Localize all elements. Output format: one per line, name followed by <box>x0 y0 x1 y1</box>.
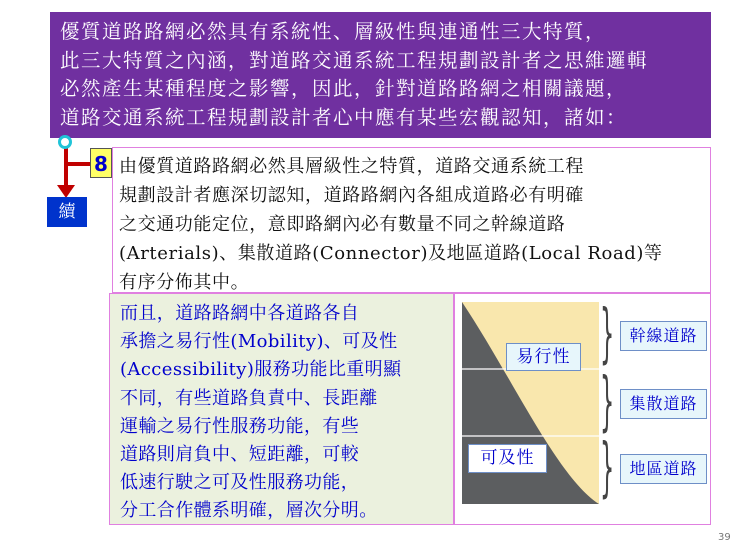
item-line: (Arterials)、集散道路(Connector)及地區道路(Local Road)等 <box>119 243 663 264</box>
item-line: 有序分佈其中。 <box>119 272 250 293</box>
item-8-text-box <box>112 147 711 293</box>
connector-vertical <box>64 147 68 187</box>
local-road-label: 地區道路 <box>620 454 707 484</box>
intro-line: 必然產生某種程度之影響，因此，針對道路路網之相關議題， <box>60 77 628 100</box>
arterial-road-label: 幹線道路 <box>620 321 707 351</box>
item-number-badge: 8 <box>90 148 112 178</box>
mobility-label: 易行性 <box>506 343 581 371</box>
explanation-line: (Accessibility)服務功能比重明顯 <box>120 359 402 381</box>
intro-line: 此三大特質之內涵，對道路交通系統工程規劃設計者之思維邏輯 <box>60 48 649 72</box>
connector-horizontal <box>64 162 90 166</box>
mobility-accessibility-diagram <box>462 302 599 504</box>
intro-banner <box>50 12 711 138</box>
item-line: 由優質道路路網必然具層級性之特質，道路交通系統工程 <box>119 156 584 177</box>
item-line: 規劃設計者應深切認知，道路路網內各組成道路必有明確 <box>119 185 584 206</box>
explanation-line: 運輸之易行性服務功能，有些 <box>120 415 360 437</box>
explanation-line: 分工合作體系明確，層次分明。 <box>120 500 378 522</box>
explanation-line: 道路則肩負中、短距離，可較 <box>120 444 360 466</box>
continued-badge: 續 <box>47 197 87 227</box>
explanation-line: 低速行駛之可及性服務功能， <box>120 472 360 494</box>
brace-icon: } <box>600 431 615 505</box>
connector-dot-icon <box>58 135 72 149</box>
explanation-line: 承擔之易行性(Mobility)、可及性 <box>120 331 398 353</box>
accessibility-label: 可及性 <box>468 444 547 473</box>
intro-line: 道路交通系統工程規劃設計者心中應有某些宏觀認知，諸如： <box>60 105 628 129</box>
item-line: 之交通功能定位，意即路網內必有數量不同之幹線道路 <box>119 214 566 235</box>
brace-icon: } <box>600 365 615 439</box>
explanation-line: 而且，道路路網中各道路各自 <box>120 303 360 324</box>
connector-road-label: 集散道路 <box>620 389 707 419</box>
explanation-box <box>109 293 454 525</box>
intro-line: 優質道路路網必然具有系統性、層級性與連通性三大特質， <box>60 20 607 43</box>
brace-icon: } <box>600 297 615 371</box>
page-number: 39 <box>718 532 731 543</box>
explanation-line: 不同，有些道路負責中、長距離 <box>120 387 378 409</box>
